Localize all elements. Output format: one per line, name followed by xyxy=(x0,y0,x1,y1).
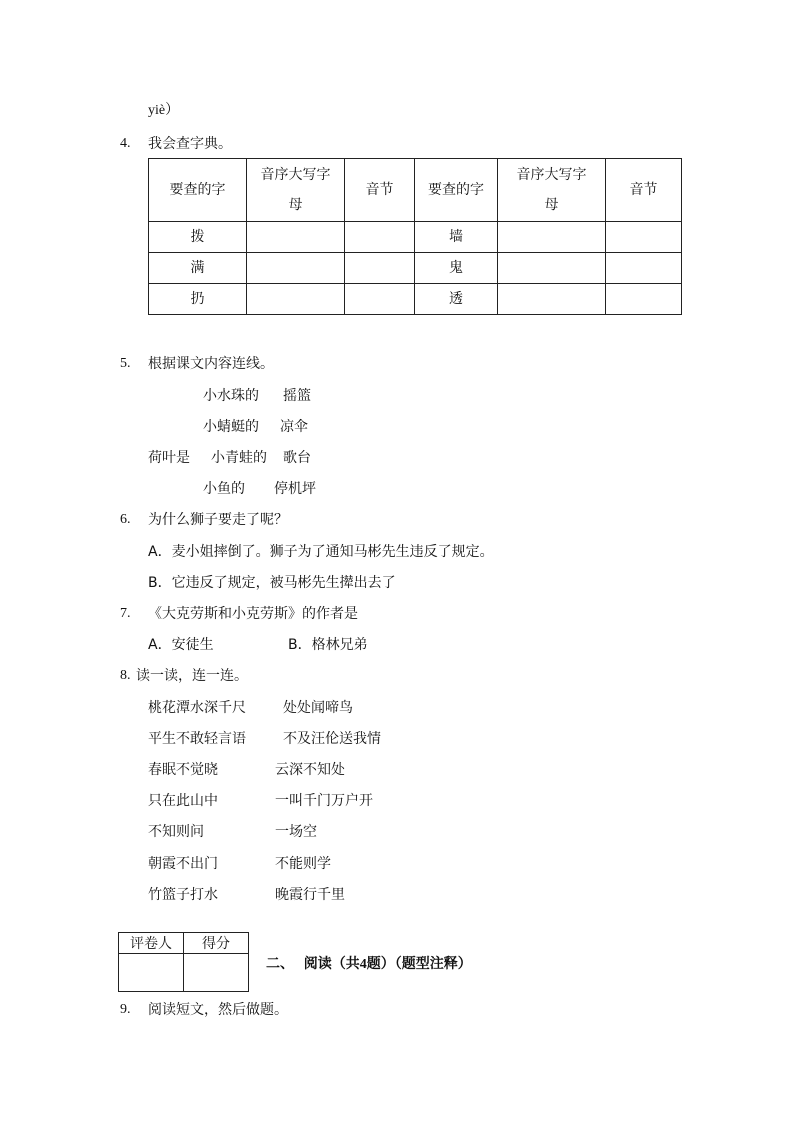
q9-number: 9. xyxy=(120,1002,131,1017)
q6-title: 为什么狮子要走了呢？ xyxy=(148,512,288,528)
q8-left-item: 不知则问 xyxy=(148,824,204,840)
q8-title: 读一读，连一连。 xyxy=(136,668,248,684)
q9-title: 阅读短文，然后做题。 xyxy=(148,1002,288,1018)
q8-right-item: 一场空 xyxy=(275,824,317,840)
q8-left-item: 春眠不觉晓 xyxy=(148,762,218,778)
q5-right-item: 停机坪 xyxy=(274,481,316,497)
q5-number: 5. xyxy=(120,356,131,371)
reviewer-label: 评卷人 xyxy=(119,933,184,954)
q5-left-item: 小蜻蜓的 xyxy=(203,419,259,435)
q8-right-item: 处处闻啼鸟 xyxy=(283,700,353,716)
q4-number: 4. xyxy=(120,136,131,151)
header-char: 要查的字 xyxy=(149,159,247,222)
table-header-row xyxy=(149,159,682,222)
score-box xyxy=(118,932,249,992)
q8-right-item: 晚霞行千里 xyxy=(275,887,345,903)
score-label: 得分 xyxy=(184,933,249,954)
q6-option-b: B．它违反了规定，被马彬先生撵出去了 xyxy=(148,575,396,591)
q8-left-item: 平生不敢轻言语 xyxy=(148,731,246,747)
q8-right-item: 一叫千门万户开 xyxy=(275,793,373,809)
q5-left-item: 小鱼的 xyxy=(203,481,245,497)
q5-title: 根据课文内容连线。 xyxy=(148,356,274,372)
q4-title: 我会查字典。 xyxy=(148,136,232,152)
q8-left-item: 竹篮子打水 xyxy=(148,887,218,903)
q8-right-item: 不及汪伦送我情 xyxy=(283,731,381,747)
q7-option-b: B．格林兄弟 xyxy=(288,637,368,653)
q5-right-item: 凉伞 xyxy=(280,419,308,435)
q6-option-a: A．麦小姐摔倒了。狮子为了通知马彬先生违反了规定。 xyxy=(148,544,494,560)
pinyin-fragment: yiè） xyxy=(148,103,180,118)
q5-right-item: 歌台 xyxy=(283,450,311,466)
q8-left-item: 桃花潭水深千尺 xyxy=(148,700,246,716)
header-char-2: 要查的字 xyxy=(415,159,498,222)
section-2-title: 二、 阅读（共4题）（题型注释） xyxy=(266,956,472,972)
q8-left-item: 只在此山中 xyxy=(148,793,218,809)
header-syllable: 音节 xyxy=(345,159,415,222)
q8-left-item: 朝霞不出门 xyxy=(148,856,218,872)
q8-right-item: 云深不知处 xyxy=(275,762,345,778)
header-initial-2: 音序大写字 母 xyxy=(498,159,606,222)
reviewer-field[interactable] xyxy=(119,954,184,992)
q7-option-a: A．安徒生 xyxy=(148,637,214,653)
dictionary-table xyxy=(148,158,682,315)
q5-left-item: 小水珠的 xyxy=(203,388,259,404)
q7-number: 7. xyxy=(120,606,131,621)
q6-number: 6. xyxy=(120,512,131,527)
q5-right-item: 摇篮 xyxy=(283,388,311,404)
q5-left-item: 小青蛙的 xyxy=(211,450,267,466)
header-syllable-2: 音节 xyxy=(606,159,682,222)
table-row: 扔 透 xyxy=(149,284,682,315)
q8-number: 8. xyxy=(120,668,131,683)
score-field[interactable] xyxy=(184,954,249,992)
q5-lead: 荷叶是 xyxy=(148,450,190,466)
table-row: 拨 墙 xyxy=(149,222,682,253)
q8-right-item: 不能则学 xyxy=(275,856,331,872)
q7-title: 《大克劳斯和小克劳斯》的作者是 xyxy=(148,606,358,622)
header-initial: 音序大写字 母 xyxy=(247,159,345,222)
table-row: 满 鬼 xyxy=(149,253,682,284)
